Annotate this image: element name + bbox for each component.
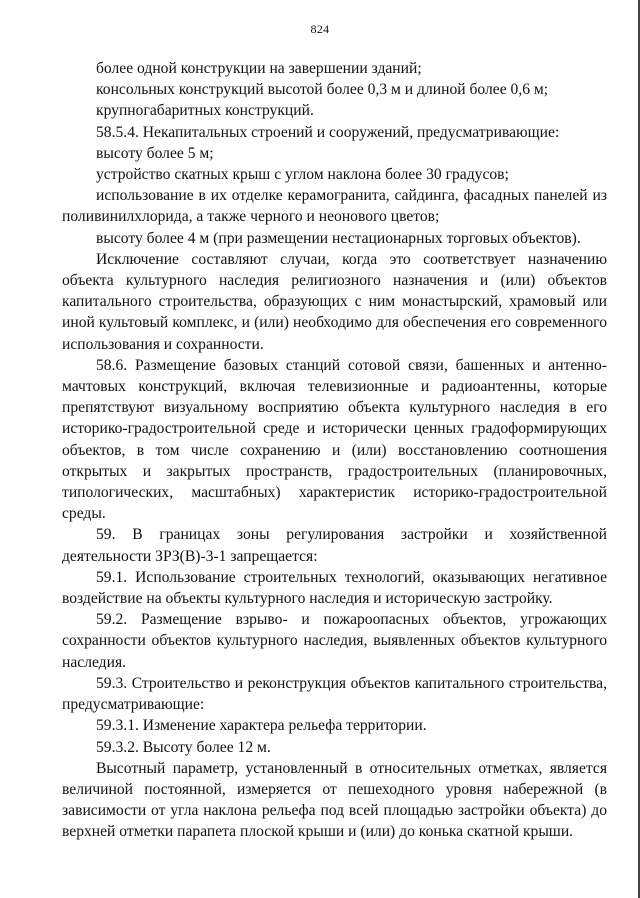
paragraph: использование в их отделке керамогранита, сайдинга, фасадных панелей из поливинилхлорида, а также черного и неонового цветов; — [62, 187, 607, 226]
paragraph: высоту более 4 м (при размещении нестационарных торговых объектов). — [96, 229, 581, 247]
paragraph: 59.3.2. Высоту более 12 м. — [96, 738, 271, 756]
paragraph: Высотный параметр, установленный в относительных отметках, является величиной постоянной, измеряется от пешеходного уровня набережной (в зависимости от угла наклона рельефа под всей площадью застройки объекта) до верхней отметки парапета плоской крыши и (или) до конька скатной крыши. — [62, 759, 607, 841]
paragraph: 58.6. Размещение базовых станций сотовой связи, башенных и антенно-мачтовых конструкций, включая телевизионные и радиоантенны, которые препятствуют визуальному восприятию объекта культурного наследия в его историко-градостроительной среде и исторически ценных градоформирующих объектов, в том числе сохранению и (или) восстановлению соотношения открытых и закрытых пространств, градостроительных (планировочных, типологических, масштабных) характеристик историко-градостроительной среды. — [62, 356, 607, 523]
paragraph: 59. В границах зоны регулирования застройки и хозяйственной деятельности ЗРЗ(В)-3-1 запрещается: — [62, 526, 607, 565]
paragraph: более одной конструкции на завершении зданий; — [96, 60, 422, 77]
paragraph: 59.1. Использование строительных технологий, оказывающих негативное воздействие на объекты культурного наследия и историческую застройку. — [62, 568, 607, 608]
paragraph: устройство скатных крыш с углом наклона более 30 градусов; — [96, 166, 509, 184]
paragraph: высоту более 5 м; — [96, 144, 214, 162]
page-number: 824 — [310, 22, 330, 36]
paragraph: 59.3.1. Изменение характера рельефа территории. — [96, 717, 427, 735]
paragraph: 58.5.4. Некапитальных строений и сооружений, предусматривающие: — [96, 123, 560, 141]
paragraph: 59.3. Строительство и реконструкция объектов капитального строительства, предусматривающие: — [62, 674, 607, 714]
paragraph: 59.2. Размещение взрыво- и пожароопасных объектов, угрожающих сохранности объектов культурного наследия, выявленных объектов культурного наследия. — [62, 611, 607, 671]
paragraph: крупногабаритных конструкций. — [96, 102, 314, 120]
document-body — [62, 58, 607, 843]
paragraph: консольных конструкций высотой более 0,3 м и длиной более 0,6 м; — [96, 81, 549, 99]
paragraph: Исключение составляют случаи, когда это соответствует назначению объекта культурного наследия религиозного назначения и (или) объектов капитального строительства, образующих с ним монастырский, храмовый или иной культовый комплекс, и (или) необходимо для обеспечения его современного использования и сохранности. — [62, 250, 607, 353]
